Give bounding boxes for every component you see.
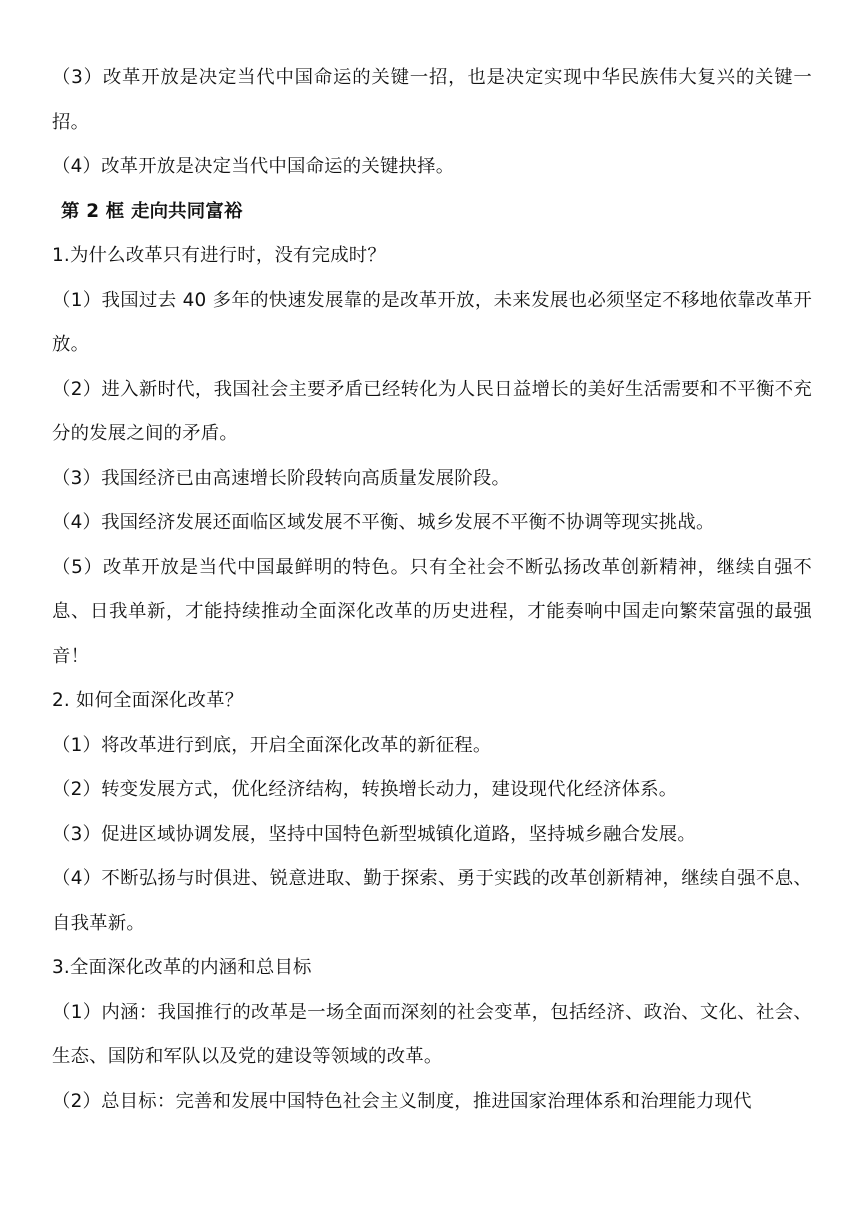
question-3: 3.全面深化改革的内涵和总目标 [52, 957, 312, 978]
question-2-point-4: （4）不断弘扬与时俱进、锐意进取、勤于探索、勇于实践的改革创新精神，继续自强不息、自我革新。 [52, 868, 812, 934]
question-1-point-5: （5）改革开放是当代中国最鲜明的特色。只有全社会不断弘扬改革创新精神，继续自强不息、日我单新，才能持续推动全面深化改革的历史进程，才能奏响中国走向繁荣富强的最强音！ [52, 556, 812, 667]
question-3-point-1: （1）内涵：我国推行的改革是一场全面而深刻的社会变革，包括经济、政治、文化、社会、生态、国防和军队以及党的建设等领域的改革。 [52, 1001, 812, 1067]
question-2: 2. 如何全面深化改革？ [52, 690, 244, 711]
question-2-point-3: （3）促进区域协调发展，坚持中国特色新型城镇化道路，坚持城乡融合发展。 [52, 823, 696, 845]
section-heading: 第 2 框 走向共同富裕 [61, 200, 243, 222]
question-1-point-2: （2）进入新时代，我国社会主要矛盾已经转化为人民日益增长的美好生活需要和不平衡不充分的发展之间的矛盾。 [52, 378, 812, 444]
question-1-point-4: （4）我国经济发展还面临区域发展不平衡、城乡发展不平衡不协调等现实挑战。 [52, 512, 715, 533]
question-2-point-2: （2）转变发展方式，优化经济结构，转换增长动力，建设现代化经济体系。 [52, 779, 678, 800]
question-1-point-3: （3）我国经济已由高速增长阶段转向高质量发展阶段。 [52, 467, 511, 489]
question-3-point-2: （2）总目标：完善和发展中国特色社会主义制度，推进国家治理体系和治理能力现代 [52, 1090, 752, 1112]
question-2-point-1: （1）将改革进行到底，开启全面深化改革的新征程。 [52, 734, 492, 756]
paragraph-item-3-key-move: （3）改革开放是决定当代中国命运的关键一招，也是决定实现中华民族伟大复兴的关键一招。 [52, 67, 812, 133]
paragraph-item-4-key-choice: （4）改革开放是决定当代中国命运的关键抉择。 [52, 156, 455, 177]
question-1-point-1: （1）我国过去 40 多年的快速发展靠的是改革开放，未来发展也必须坚定不移地依靠改革开放。 [52, 289, 812, 355]
document-body [52, 56, 812, 1124]
question-1: 1.为什么改革只有进行时，没有完成时？ [52, 245, 386, 266]
